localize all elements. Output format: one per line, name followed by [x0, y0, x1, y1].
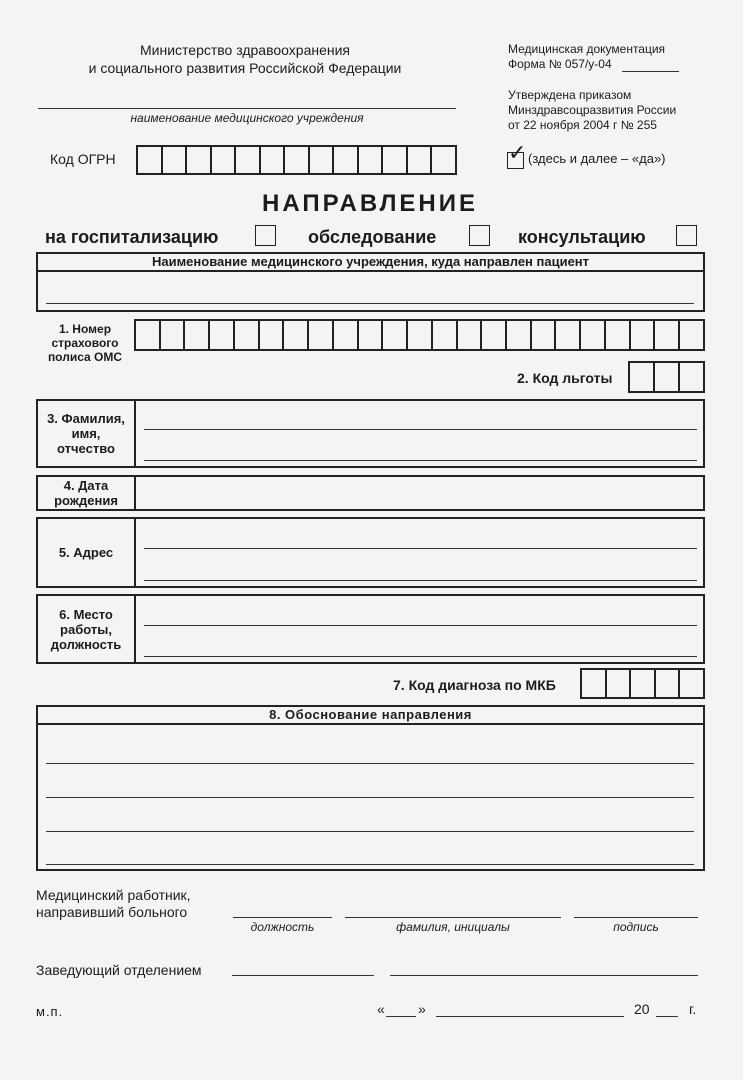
- address-label: 5. Адрес: [58, 545, 114, 560]
- worker-label-1: Медицинский работник,: [36, 887, 191, 903]
- policy-cell[interactable]: [408, 321, 433, 349]
- policy-cell[interactable]: [359, 321, 384, 349]
- diagnosis-cell[interactable]: [656, 670, 681, 697]
- diagnosis-cell[interactable]: [607, 670, 632, 697]
- reason-header: 8. Обоснование направления: [269, 707, 472, 722]
- diagnosis-cell[interactable]: [680, 670, 703, 697]
- worker-position-line[interactable]: [233, 917, 332, 918]
- approved-line-3: от 22 ноября 2004 г № 255: [508, 118, 657, 132]
- destination-line: [46, 303, 694, 304]
- workplace-input[interactable]: [136, 594, 705, 664]
- address-line-1: [144, 548, 697, 549]
- policy-cell[interactable]: [260, 321, 285, 349]
- ogrn-cell[interactable]: [163, 147, 188, 173]
- policy-number-cells[interactable]: [134, 319, 705, 351]
- ogrn-cell[interactable]: [359, 147, 384, 173]
- destination-header: Наименование медицинского учреждения, куда направлен пациент: [151, 254, 590, 269]
- ogrn-cell[interactable]: [432, 147, 455, 173]
- institution-name-line[interactable]: [38, 108, 456, 109]
- form-number: Форма № 057/у-04: [508, 57, 612, 71]
- policy-cell[interactable]: [458, 321, 483, 349]
- benefit-code-label: 2. Код льготы: [517, 370, 613, 386]
- workplace-label-1: 6. Место: [59, 606, 113, 622]
- policy-label-1: 1. Номер: [58, 322, 112, 336]
- worker-label-2: направивший больного: [36, 904, 188, 920]
- fullname-label-1: 3. Фамилия,: [47, 411, 125, 426]
- diagnosis-cell[interactable]: [631, 670, 656, 697]
- workplace-line-1: [144, 625, 697, 626]
- year-suffix: г.: [689, 1001, 697, 1017]
- birthdate-label-2: рождения: [54, 493, 118, 508]
- ministry-line-1: Министерство здравоохранения: [140, 42, 350, 58]
- date-quote-open: «: [377, 1001, 385, 1017]
- worker-signature-line[interactable]: [574, 917, 698, 918]
- policy-cell[interactable]: [606, 321, 631, 349]
- name-caption: фамилия, инициалы: [396, 920, 510, 934]
- policy-cell[interactable]: [507, 321, 532, 349]
- reason-line-3: [46, 831, 694, 832]
- page-title: НАПРАВЛЕНИЕ: [262, 190, 478, 217]
- fullname-line-2: [144, 460, 697, 461]
- date-year-line[interactable]: [656, 1016, 678, 1017]
- benefit-cell[interactable]: [680, 363, 703, 391]
- policy-cell[interactable]: [680, 321, 703, 349]
- policy-cell[interactable]: [284, 321, 309, 349]
- ministry-line-2: и социального развития Российской Федерации: [88, 60, 402, 76]
- policy-cell[interactable]: [383, 321, 408, 349]
- purpose-hospitalization-label: на госпитализацию: [45, 227, 219, 247]
- birthdate-label-1: 4. Дата: [63, 478, 109, 493]
- ogrn-cells[interactable]: [136, 145, 457, 175]
- policy-cell[interactable]: [185, 321, 210, 349]
- worker-name-line[interactable]: [345, 917, 561, 918]
- fullname-label-box: [36, 399, 136, 468]
- address-input[interactable]: [136, 517, 705, 588]
- date-month-line[interactable]: [436, 1016, 624, 1017]
- head-position-line[interactable]: [232, 975, 374, 976]
- reason-line-4: [46, 864, 694, 865]
- policy-cell[interactable]: [161, 321, 186, 349]
- fullname-input[interactable]: [136, 399, 705, 468]
- checkmark-icon: ✓: [508, 140, 527, 165]
- purpose-consultation-label: консультацию: [518, 227, 646, 247]
- benefit-cell[interactable]: [655, 363, 680, 391]
- workplace-label-3: должность: [50, 636, 122, 652]
- workplace-line-2: [144, 656, 697, 657]
- policy-label-2: страхового: [51, 336, 119, 350]
- policy-cell[interactable]: [581, 321, 606, 349]
- date-day-line[interactable]: [386, 1016, 416, 1017]
- ogrn-cell[interactable]: [285, 147, 310, 173]
- fullname-label-3: отчество: [57, 441, 115, 456]
- policy-cell[interactable]: [556, 321, 581, 349]
- ogrn-cell[interactable]: [383, 147, 408, 173]
- head-label: Заведующий отделением: [36, 962, 202, 978]
- benefit-cell[interactable]: [630, 363, 655, 391]
- policy-label-3: полиса ОМС: [47, 350, 123, 364]
- address-line-2: [144, 580, 697, 581]
- ogrn-cell[interactable]: [408, 147, 433, 173]
- policy-cell[interactable]: [210, 321, 235, 349]
- address-label-box: [36, 517, 136, 588]
- date-quote-close: »: [418, 1001, 426, 1017]
- workplace-label-box: [36, 594, 136, 664]
- policy-cell[interactable]: [631, 321, 656, 349]
- purpose-consultation-checkbox[interactable]: [676, 225, 697, 246]
- fullname-line-1: [144, 429, 697, 430]
- policy-cell[interactable]: [482, 321, 507, 349]
- policy-cell[interactable]: [136, 321, 161, 349]
- year-prefix: 20: [634, 1001, 650, 1017]
- ogrn-cell[interactable]: [310, 147, 335, 173]
- ogrn-cell[interactable]: [138, 147, 163, 173]
- check-legend-text: (здесь и далее – «да»): [528, 151, 666, 166]
- policy-cell[interactable]: [532, 321, 557, 349]
- diagnosis-cell[interactable]: [582, 670, 607, 697]
- workplace-label-2: работы,: [60, 621, 112, 637]
- policy-cell[interactable]: [433, 321, 458, 349]
- approved-line-2: Минздравсоцразвития России: [508, 103, 677, 117]
- stamp-label: м.п.: [36, 1004, 64, 1019]
- ogrn-cell[interactable]: [334, 147, 359, 173]
- policy-cell[interactable]: [334, 321, 359, 349]
- ogrn-cell[interactable]: [212, 147, 237, 173]
- institution-caption: наименование медицинского учреждения: [130, 111, 364, 125]
- diagnosis-code-cells[interactable]: [580, 668, 705, 699]
- policy-cell[interactable]: [235, 321, 260, 349]
- destination-input[interactable]: [36, 272, 705, 312]
- benefit-code-cells[interactable]: [628, 361, 705, 393]
- ogrn-label: Код ОГРН: [50, 151, 116, 167]
- purpose-hospitalization-checkbox[interactable]: [255, 225, 276, 246]
- ogrn-cell[interactable]: [187, 147, 212, 173]
- head-name-line[interactable]: [390, 975, 698, 976]
- policy-cell[interactable]: [655, 321, 680, 349]
- position-caption: должность: [250, 920, 315, 934]
- approved-line-1: Утверждена приказом: [508, 88, 632, 102]
- form-number-line: [622, 71, 679, 72]
- ogrn-cell[interactable]: [236, 147, 261, 173]
- reason-line-2: [46, 797, 694, 798]
- reason-input[interactable]: [36, 725, 705, 871]
- birthdate-label-box: [36, 475, 136, 511]
- purpose-examination-checkbox[interactable]: [469, 225, 490, 246]
- birthdate-input[interactable]: [136, 475, 705, 511]
- doc-type: Медицинская документация: [508, 42, 666, 56]
- diagnosis-code-label: 7. Код диагноза по МКБ: [393, 677, 556, 693]
- policy-cell[interactable]: [309, 321, 334, 349]
- purpose-examination-label: обследование: [308, 227, 437, 247]
- reason-line-1: [46, 763, 694, 764]
- ogrn-cell[interactable]: [261, 147, 286, 173]
- fullname-label-2: имя,: [71, 426, 101, 441]
- signature-caption: подпись: [613, 920, 659, 934]
